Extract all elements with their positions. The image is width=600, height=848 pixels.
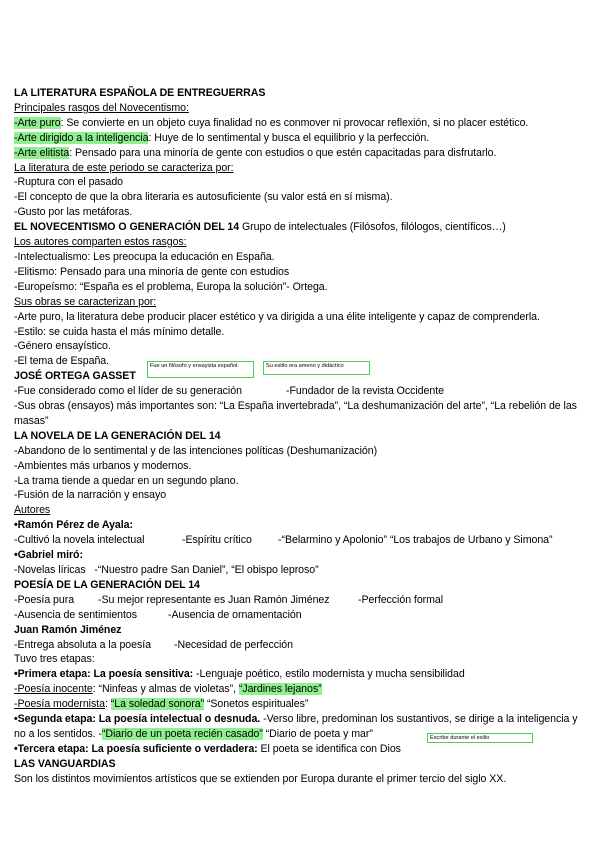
miro-line: -Novelas líricas -“Nuestro padre San Daniel”, “El obispo leproso”	[14, 564, 319, 576]
literatura-item: -El concepto de que la obra literaria es autosuficiente (su valor está en sí misma).	[14, 191, 393, 204]
autores-rasgo-item: -Elitismo: Pensado para una minoría de gente con estudios	[14, 265, 290, 278]
ayala-line	[14, 533, 588, 548]
ortega-obras: -Sus obras (ensayos) más importantes son: “La España invertebrada”, “La deshumanización del arte”, “La rebelión de las masas”	[14, 400, 577, 427]
literatura-item: -Ruptura con el pasado	[14, 176, 124, 189]
etapa-3	[14, 742, 588, 757]
highlighted-work: “La soledad sonora”	[110, 698, 205, 711]
poesia-inocente-label: -Poesía inocente	[14, 683, 93, 696]
etapa-2-text: -Verso libre, predominan los sustantivos, se dirige a la inteligencia y no a los sentidos. -	[14, 713, 578, 740]
jrj-line	[14, 638, 588, 653]
ayala-item: -Espíritu crítico	[182, 534, 252, 547]
poesia-item: -Ausencia de ornamentación	[168, 608, 302, 621]
rasgo-item	[14, 131, 588, 146]
literatura-heading: La literatura de este periodo se caracteriza por:	[14, 161, 234, 174]
jrj-item: -Entrega absoluta a la poesía	[14, 638, 151, 651]
etapa-1	[14, 667, 588, 682]
highlighted-work: “Diario de un poeta recién casado”	[101, 727, 263, 740]
jrj-item: -Necesidad de perfección	[174, 638, 293, 651]
document-title: LA LITERATURA ESPAÑOLA DE ENTREGUERRAS	[14, 87, 266, 99]
obras-item: -Estilo: se cuida hasta el más mínimo detalle.	[14, 325, 225, 338]
etapa-2-tail: “Diario de poeta y mar”	[262, 727, 373, 740]
generacion-14-heading: EL NOVECENTISMO O GENERACIÓN DEL 14	[14, 221, 240, 234]
ortega-occidente: -Fundador de la revista Occidente	[286, 385, 444, 398]
document-body	[14, 86, 588, 787]
etapa-1-inocente	[14, 682, 588, 697]
rasgo-text: : Huye de lo sentimental y busca el equilibrio y la perfección.	[148, 131, 430, 144]
poesia-modernista-sep: :	[104, 698, 111, 711]
highlighted-work: “Jardines lejanos”	[238, 683, 322, 696]
comment-note[interactable]: Su estilo era ameno y didáctico	[263, 361, 370, 375]
novela-item: -Abandono de lo sentimental y de las intenciones políticas (Deshumanización)	[14, 444, 378, 457]
ayala-name: •Ramón Pérez de Ayala:	[14, 519, 133, 532]
obras-item: -Arte puro, la literatura debe producir placer estético y va dirigida a una élite inteligente y capaz de comprenderla.	[14, 310, 540, 323]
novela-item: -Fusión de la narración y ensayo	[14, 489, 167, 502]
highlighted-term: -Arte puro	[14, 116, 61, 129]
etapa-3-text: El poeta se identifica con Dios	[257, 742, 401, 755]
poesia-item: -Poesía pura	[14, 593, 75, 606]
etapas-intro: Tuvo tres etapas:	[14, 653, 95, 666]
autores-label: Autores	[14, 504, 51, 517]
rasgo-text: : Pensado para una minoría de gente con estudios o que estén capacitadas para disfrutarlo.	[69, 146, 497, 159]
highlighted-term: -Arte elitista	[14, 146, 70, 159]
rasgo-item	[14, 146, 588, 161]
highlighted-term: -Arte dirigido a la inteligencia	[14, 131, 149, 144]
generacion-14-line	[14, 220, 588, 235]
poesia-inocente-text: : “Ninfeas y almas de violetas”,	[92, 683, 239, 696]
novela-item: -La trama tiende a quedar en un segundo plano.	[14, 474, 239, 487]
obras-item: -Género ensayístico.	[14, 340, 111, 353]
etapa-2-label: •Segunda etapa: La poesía intelectual o desnuda.	[14, 713, 261, 726]
ayala-item: -Cultivó la novela intelectual	[14, 534, 145, 547]
novela-item: -Ambientes más urbanos y modernos.	[14, 459, 192, 472]
autores-rasgo-item: -Europeísmo: “España es el problema, Europa la solución”- Ortega.	[14, 280, 328, 293]
vanguardias-text: Son los distintos movimientos artísticos que se extienden por Europa durante el primer tercio del siglo XX.	[14, 772, 507, 785]
poesia-modernista-tail: “Sonetos espirituales”	[204, 698, 309, 711]
literatura-item: -Gusto por las metáforas.	[14, 206, 133, 219]
etapa-3-label: •Tercera etapa: La poesía suficiente o verdadera:	[14, 742, 258, 755]
jrj-heading: Juan Ramón Jiménez	[14, 623, 122, 636]
etapa-1-text: -Lenguaje poético, estilo modernista y mucha sensibilidad	[193, 668, 465, 681]
poesia-line	[14, 593, 588, 608]
vanguardias-heading: LAS VANGUARDIAS	[14, 757, 116, 770]
autores-rasgos-heading: Los autores comparten estos rasgos:	[14, 236, 187, 249]
miro-name: •Gabriel miró:	[14, 549, 83, 562]
obras-item: -El tema de España.	[14, 355, 110, 368]
etapa-1-label: •Primera etapa: La poesía sensitiva:	[14, 668, 194, 681]
ayala-item: -“Belarmino y Apolonio” “Los trabajos de Urbano y Simona”	[278, 534, 553, 547]
rasgo-item	[14, 116, 588, 131]
poesia-item: -Perfección formal	[358, 593, 444, 606]
comment-note[interactable]: Fue un filósofo y ensayista español.	[147, 361, 254, 378]
ortega-heading: JOSÉ ORTEGA GASSET	[14, 370, 136, 383]
ortega-leader: -Fue considerado como el líder de su generación	[14, 385, 242, 398]
ortega-line	[14, 384, 588, 399]
poesia-item: -Ausencia de sentimientos	[14, 608, 137, 621]
comment-note[interactable]: Escribe durante el exilio	[427, 733, 533, 743]
poesia-heading: POESÍA DE LA GENERACIÓN DEL 14	[14, 578, 200, 591]
novecentismo-heading: Principales rasgos del Novecentismo:	[14, 101, 189, 114]
poesia-line	[14, 608, 588, 623]
poesia-item: -Su mejor representante es Juan Ramón Jiménez	[98, 593, 330, 606]
poesia-modernista-label: -Poesía modernista	[14, 698, 105, 711]
rasgo-text: : Se convierte en un objeto cuya finalidad no es conmover ni provocar reflexión, si no placer estético.	[60, 116, 529, 129]
etapa-1-modernista	[14, 697, 588, 712]
obras-heading: Sus obras se caracterizan por:	[14, 295, 157, 308]
novela-heading: LA NOVELA DE LA GENERACIÓN DEL 14	[14, 429, 221, 442]
autores-rasgo-item: -Intelectualismo: Les preocupa la educación en España.	[14, 250, 275, 263]
generacion-14-text: Grupo de intelectuales (Filósofos, filólogos, científicos…)	[239, 221, 506, 234]
